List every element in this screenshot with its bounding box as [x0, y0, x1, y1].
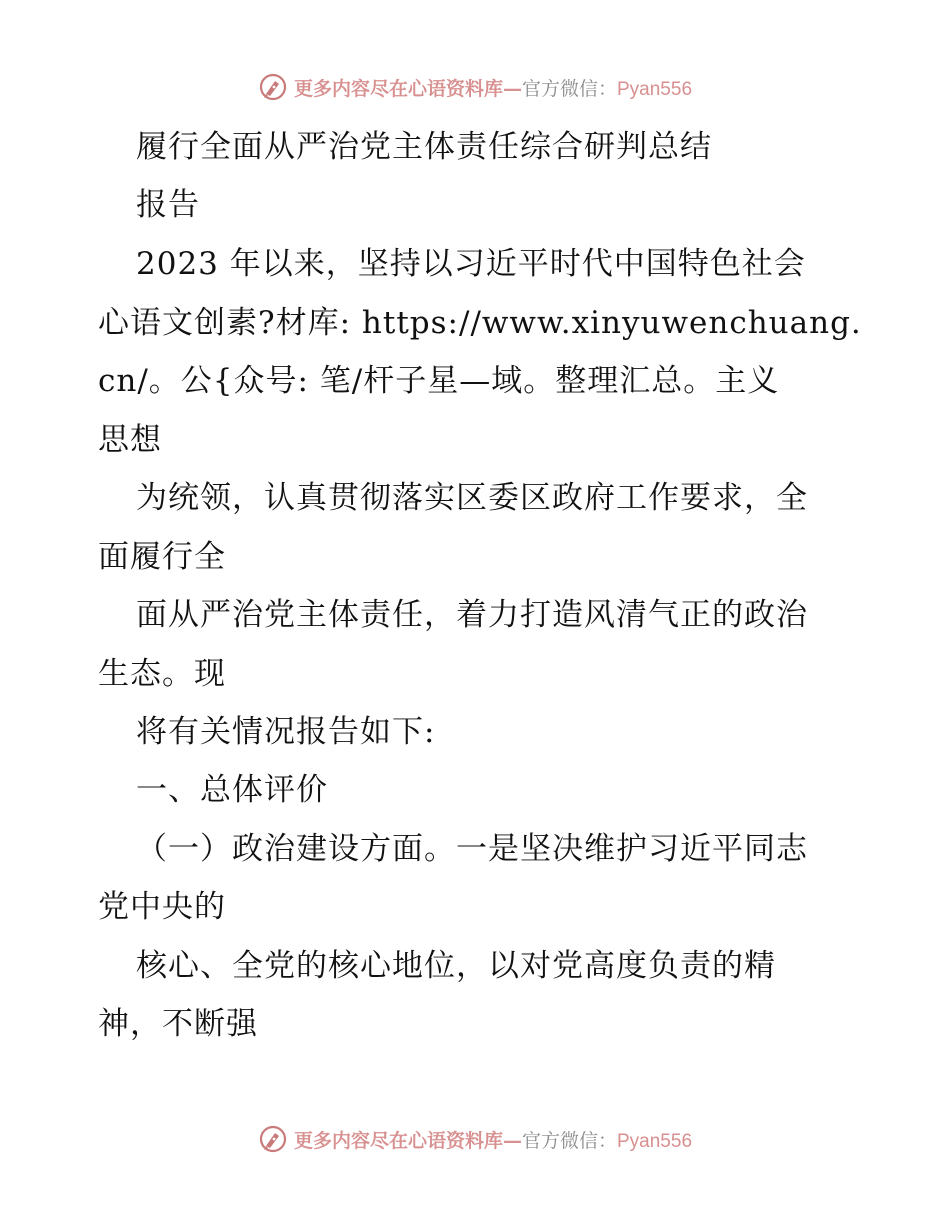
- doc-paragraph-line: 2023 年以来，坚持以习近平时代中国特色社会: [136, 246, 806, 282]
- doc-paragraph-line: （一）政治建设方面。一是坚决维护习近平同志: [136, 831, 808, 867]
- watermark-id: Pyan556: [617, 1130, 693, 1152]
- watermark-text: [294, 1126, 692, 1153]
- doc-title-line-1: 履行全面从严治党主体责任综合研判总结: [136, 129, 712, 165]
- watermark-dash: —: [502, 1129, 522, 1152]
- watermark-label: 官方微信：: [521, 77, 617, 100]
- header-watermark: [0, 72, 950, 102]
- watermark-text: [294, 74, 692, 101]
- footer-watermark: [0, 1124, 950, 1154]
- watermark-dash: —: [502, 77, 522, 100]
- doc-paragraph-line: 面从严治党主体责任，着力打造风清气正的政治: [136, 597, 808, 633]
- doc-paragraph-line: 核心、全党的核心地位，以对党高度负责的精: [136, 948, 776, 984]
- doc-paragraph-line: cn/。公{众号: 笔/杆子星—域。整理汇总。主义: [98, 363, 780, 399]
- watermark-brand: 更多内容尽在心语资料库: [293, 1129, 503, 1152]
- watermark-label: 官方微信：: [521, 1129, 617, 1152]
- watermark-id: Pyan556: [617, 78, 693, 100]
- pen-nib-circle-icon: [258, 1124, 288, 1154]
- watermark-brand: 更多内容尽在心语资料库: [293, 77, 503, 100]
- doc-paragraph-line: 生态。现: [98, 656, 226, 692]
- doc-paragraph-line: 面履行全: [98, 539, 226, 575]
- pen-nib-circle-icon: [258, 72, 288, 102]
- doc-paragraph-line: 将有关情况报告如下:: [136, 714, 436, 750]
- doc-paragraph-line: 神，不断强: [98, 1006, 258, 1042]
- doc-paragraph-line: 思想: [98, 422, 162, 458]
- doc-title-line-2: 报告: [136, 187, 200, 223]
- doc-paragraph-line: 为统领，认真贯彻落实区委区政府工作要求，全: [136, 480, 808, 516]
- doc-section-heading: 一、总体评价: [136, 772, 328, 808]
- doc-paragraph-line: 心语文创素?材库: https://www.xinyuwenchuang.: [98, 305, 862, 341]
- doc-paragraph-line: 党中央的: [98, 889, 226, 925]
